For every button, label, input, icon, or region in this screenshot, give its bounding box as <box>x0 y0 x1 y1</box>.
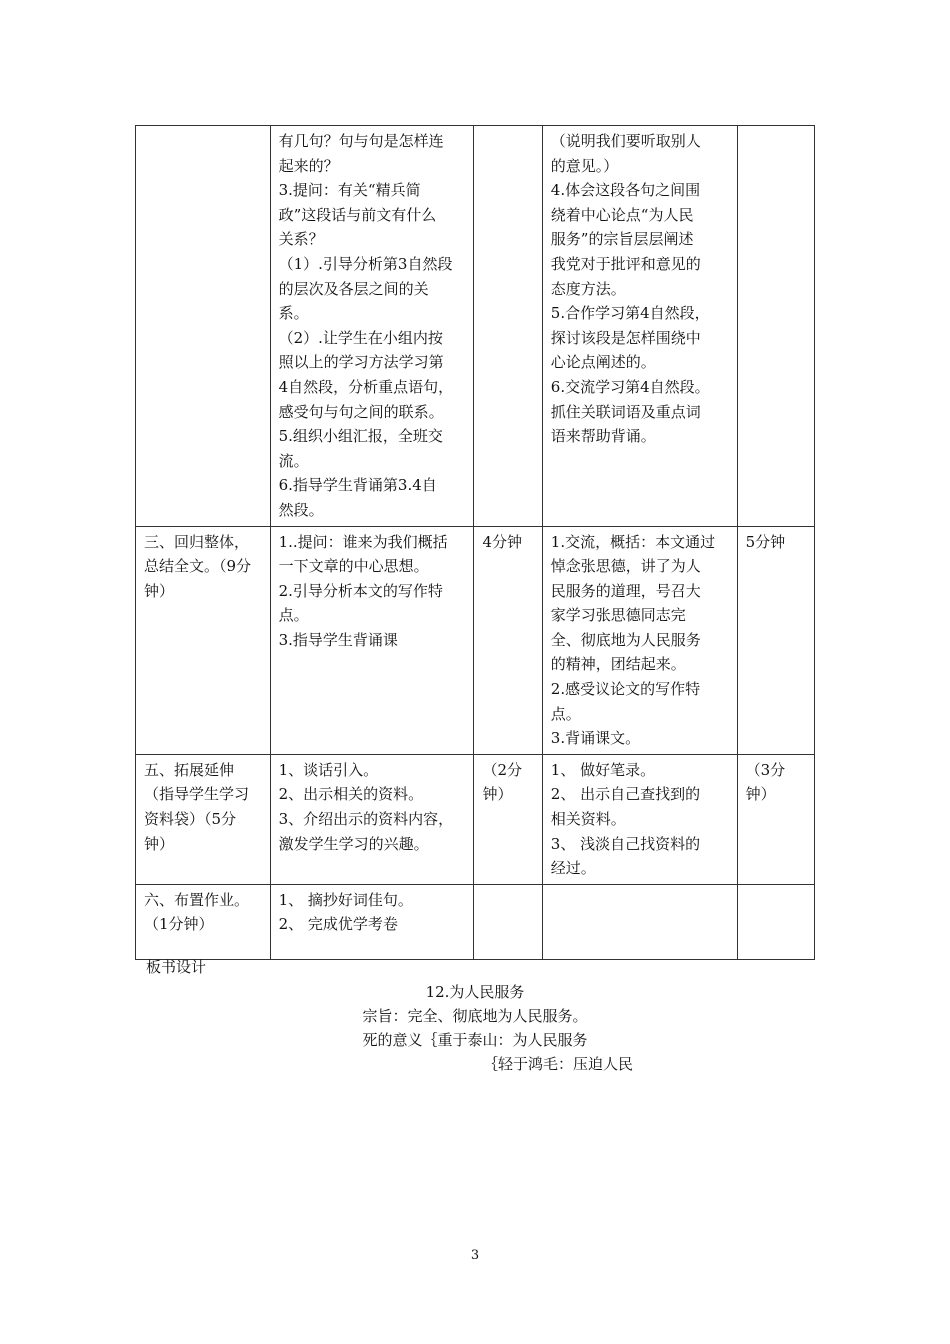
cell-text-line: 钟） <box>144 834 175 853</box>
board-line-meaning-heavy: 死的意义｛重于泰山：为人民服务 <box>362 1031 588 1049</box>
cell-text-line: 语来帮助背诵。 <box>550 427 656 446</box>
cell-text-line: （1）.引导分析第3自然段 <box>278 254 453 273</box>
cell-text-line: 3、介绍出示的资料内容， <box>278 810 454 829</box>
cell-text-line: 6.交流学习第4自然段。 <box>550 377 710 396</box>
table-cell-col1 <box>136 754 271 884</box>
table-cell-col3 <box>474 126 542 527</box>
table-cell-col5 <box>737 126 814 527</box>
lesson-plan-table <box>135 125 815 960</box>
cell-text-line: （指导学生学习 <box>144 785 250 804</box>
table-cell-col2 <box>270 126 474 527</box>
cell-text-line: （说明我们要听取别人 <box>550 132 701 150</box>
table-row <box>136 754 815 884</box>
cell-text-line: 钟） <box>144 581 175 600</box>
table-cell-col2 <box>270 884 474 959</box>
cell-text-line: 探讨该段是怎样围绕中 <box>550 328 701 347</box>
table-row <box>136 126 815 527</box>
cell-text-line: 五、拓展延伸 <box>144 760 235 779</box>
cell-text-line: 4.体会这段各句之间围 <box>550 181 701 200</box>
cell-text-line: （3分 <box>745 760 786 779</box>
cell-text-line: 点。 <box>550 704 581 723</box>
table-cell-col4 <box>542 884 737 959</box>
table-cell-col5 <box>737 884 814 959</box>
cell-text-line: 1、谈话引入。 <box>278 760 379 779</box>
table-cell-col2 <box>270 526 474 754</box>
table-cell-col2 <box>270 754 474 884</box>
table-cell-col4 <box>542 754 737 884</box>
cell-text-line: 激发学生学习的兴趣。 <box>278 834 429 853</box>
cell-text-line: 照以上的学习方法学习第 <box>278 353 444 372</box>
cell-text-line: 5.组织小组汇报，全班交 <box>278 427 443 446</box>
cell-text-line: 2.引导分析本文的写作特 <box>278 581 443 600</box>
cell-text-line: 然段。 <box>278 500 324 519</box>
cell-text-line: 流。 <box>278 451 309 470</box>
cell-text-line: 相关资料。 <box>550 810 626 829</box>
cell-text-line: 的意见。） <box>550 156 619 175</box>
cell-text-line: 抓住关联词语及重点词 <box>550 402 701 421</box>
cell-text-line: 5分钟 <box>745 532 786 551</box>
cell-text-line: 2.感受议论文的写作特 <box>550 680 701 699</box>
cell-text-line: 绕着中心论点“为人民 <box>550 205 694 224</box>
board-line-meaning-light: ｛轻于鸿毛：压迫人民 <box>482 1055 633 1073</box>
board-line-purpose: 宗旨：完全、彻底地为人民服务。 <box>362 1007 588 1025</box>
cell-text-line: 1..提问：谁来为我们概括 <box>278 532 448 551</box>
cell-text-line: 的层次及各层之间的关 <box>278 279 429 298</box>
cell-text-line: 点。 <box>278 606 309 625</box>
cell-text-line: 2、 出示自己查找到的 <box>550 785 701 804</box>
cell-text-line: 4分钟 <box>482 532 523 551</box>
cell-text-line: 心论点阐述的。 <box>550 353 656 372</box>
table-cell-col5 <box>737 526 814 754</box>
cell-text-line: 1.交流，概括：本文通过 <box>550 532 716 551</box>
cell-text-line: 政”这段话与前文有什么 <box>278 205 437 224</box>
cell-text-line: 钟） <box>482 785 513 804</box>
cell-text-line: 经过。 <box>550 859 596 878</box>
table-cell-col4 <box>542 526 737 754</box>
cell-text-line: 全、彻底地为人民服务 <box>550 630 701 649</box>
cell-text-line: 1、 摘抄好词佳句。 <box>278 890 413 909</box>
table-row <box>136 526 815 754</box>
cell-text-line: （2）.让学生在小组内按 <box>278 328 443 347</box>
cell-text-line: 服务”的宗旨层层阐述 <box>550 230 694 249</box>
cell-text-line: 三、回归整体， <box>144 532 250 551</box>
table-cell-col5 <box>737 754 814 884</box>
table-cell-col1 <box>136 526 271 754</box>
cell-text-line: 5.合作学习第4自然段， <box>550 304 710 323</box>
cell-text-line: 3.背诵课文。 <box>550 729 641 748</box>
cell-text-line: 1、 做好笔录。 <box>550 760 656 779</box>
cell-text-line: 资料袋）（5分 <box>144 810 237 829</box>
table-cell-col4 <box>542 126 737 527</box>
cell-text-line: 感受句与句之间的联系。 <box>278 402 444 421</box>
cell-text-line: 态度方法。 <box>550 279 626 298</box>
cell-text-line: 2、出示相关的资料。 <box>278 785 424 804</box>
board-design-label: 板书设计 <box>146 958 207 976</box>
cell-text-line: 3.指导学生背诵课 <box>278 630 398 649</box>
cell-text-line: 悼念张思德，讲了为人 <box>550 557 701 576</box>
page-number: 3 <box>470 1248 480 1263</box>
cell-text-line: 的精神，团结起来。 <box>550 655 686 674</box>
table-cell-col3 <box>474 754 542 884</box>
cell-text-line: （1分钟） <box>144 915 214 934</box>
cell-text-line: 3、 浅淡自己找资料的 <box>550 834 701 853</box>
cell-text-line: 有几句？句与句是怎样连 <box>278 132 444 150</box>
cell-text-line: 我党对于批评和意见的 <box>550 254 701 273</box>
cell-text-line: 4自然段，分析重点语句， <box>278 377 454 396</box>
table-cell-col1 <box>136 126 271 527</box>
cell-text-line: 起来的？ <box>278 156 339 175</box>
cell-text-line: 系。 <box>278 304 309 323</box>
table-cell-col3 <box>474 884 542 959</box>
table-cell-col3 <box>474 526 542 754</box>
cell-text-line: （2分 <box>482 760 523 779</box>
cell-text-line: 民服务的道理，号召大 <box>550 581 701 600</box>
cell-text-line: 关系？ <box>278 230 324 249</box>
table-row <box>136 884 815 959</box>
cell-text-line: 2、 完成优学考卷 <box>278 915 398 934</box>
cell-text-line: 总结全文。（9分 <box>144 557 252 576</box>
cell-text-line: 3.提问：有关“精兵简 <box>278 181 421 200</box>
table-cell-col1 <box>136 884 271 959</box>
cell-text-line: 钟） <box>745 785 776 804</box>
cell-text-line: 六、布置作业。 <box>144 890 250 909</box>
board-title: 12.为人民服务 <box>425 983 525 1001</box>
cell-text-line: 一下文章的中心思想。 <box>278 557 429 576</box>
cell-text-line: 6.指导学生背诵第3.4自 <box>278 476 437 495</box>
cell-text-line: 家学习张思德同志完 <box>550 606 686 625</box>
